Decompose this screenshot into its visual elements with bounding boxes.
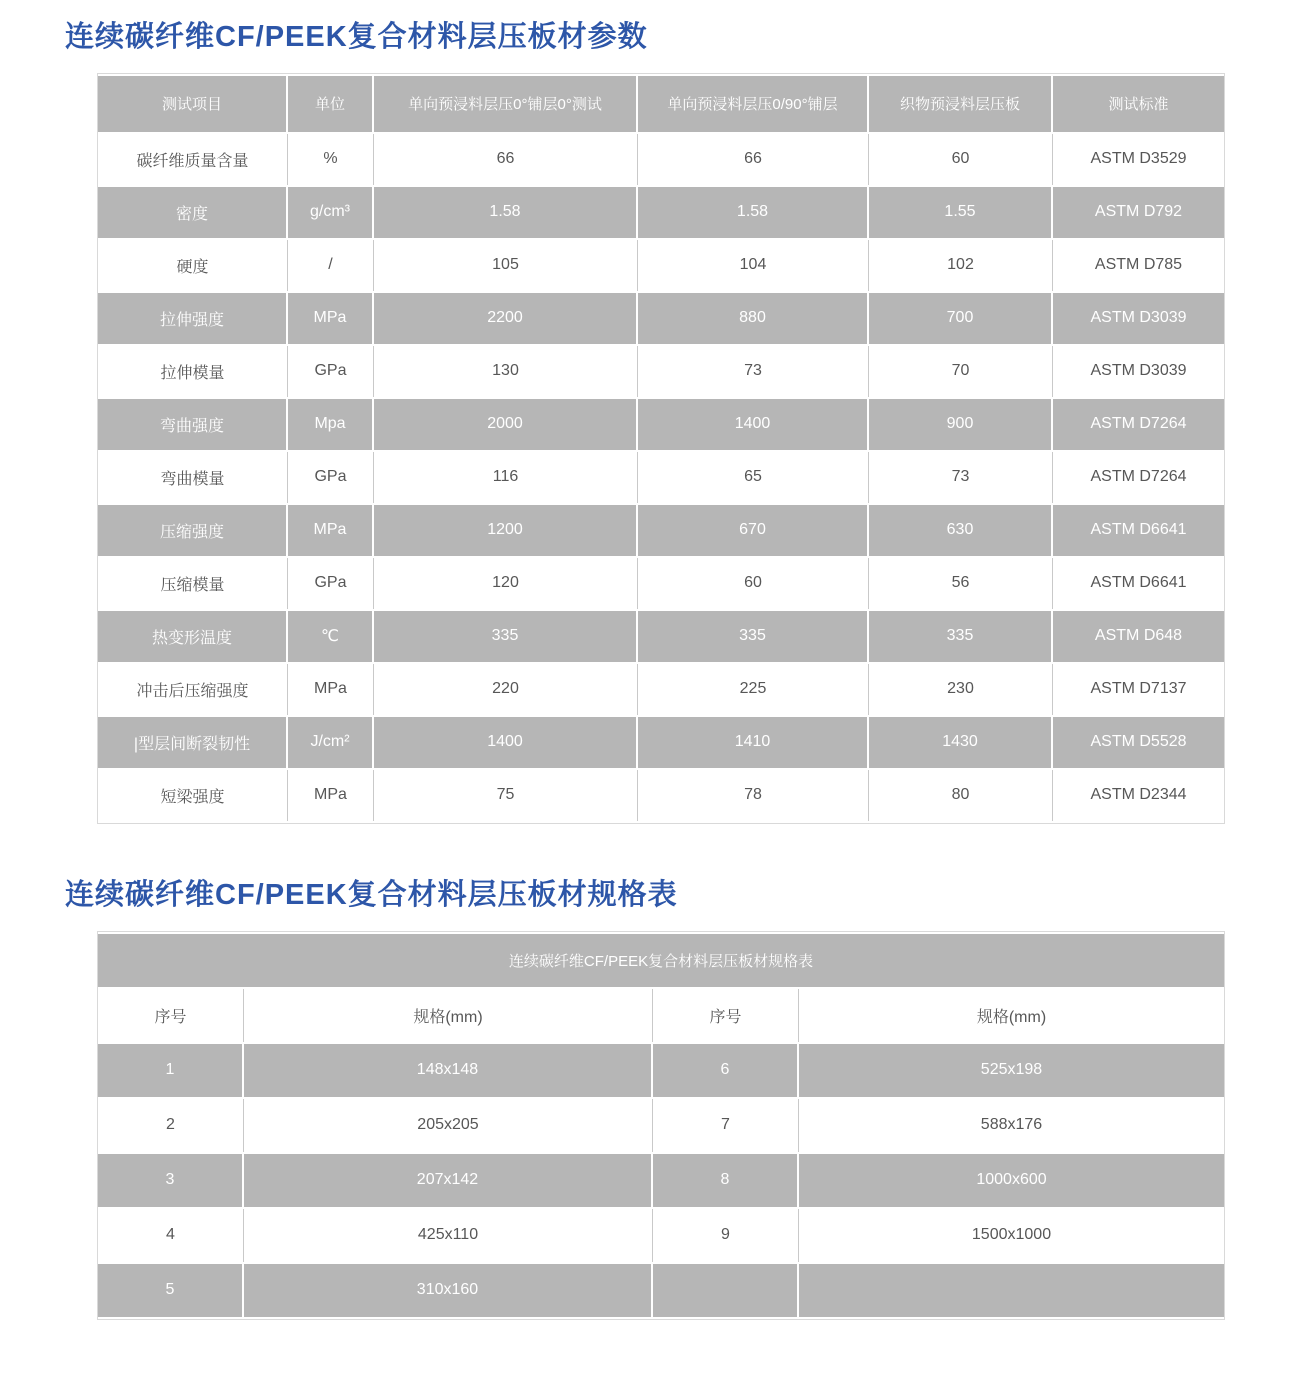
table-cell: 1400 <box>638 399 869 450</box>
table-row <box>98 505 1224 556</box>
table-cell: 60 <box>869 134 1053 185</box>
table-row <box>98 664 1224 715</box>
table-cell: 2200 <box>374 293 638 344</box>
table-cell: 碳纤维质量含量 <box>98 134 288 185</box>
table-cell: 425x110 <box>244 1209 653 1262</box>
table-cell: 1.58 <box>374 187 638 238</box>
column-header-standard: 测试标准 <box>1053 76 1224 132</box>
table-cell: 525x198 <box>799 1044 1224 1097</box>
table-row <box>98 1154 1224 1207</box>
table-cell: 3 <box>98 1154 244 1207</box>
table-cell: GPa <box>288 558 374 609</box>
table-cell: ASTM D2344 <box>1053 770 1224 821</box>
table-cell: 1.55 <box>869 187 1053 238</box>
table-cell: 2000 <box>374 399 638 450</box>
table-cell: 880 <box>638 293 869 344</box>
table-row <box>98 1264 1224 1317</box>
table-cell: ASTM D6641 <box>1053 505 1224 556</box>
table-cell: 8 <box>653 1154 799 1207</box>
spec-table-title: 连续碳纤维CF/PEEK复合材料层压板材规格表 <box>65 878 678 911</box>
table-cell: 104 <box>638 240 869 291</box>
table-cell: 335 <box>374 611 638 662</box>
table-cell: 1500x1000 <box>799 1209 1224 1262</box>
table-cell: ASTM D7137 <box>1053 664 1224 715</box>
table-cell: MPa <box>288 505 374 556</box>
table-cell: ℃ <box>288 611 374 662</box>
table-cell: 6 <box>653 1044 799 1097</box>
table-cell: 220 <box>374 664 638 715</box>
column-header-index-1: 序号 <box>98 989 244 1042</box>
table-cell: 1.58 <box>638 187 869 238</box>
table-cell: 弯曲强度 <box>98 399 288 450</box>
spec-table <box>97 931 1225 1320</box>
table-cell: ASTM D5528 <box>1053 717 1224 768</box>
params-table-title: 连续碳纤维CF/PEEK复合材料层压板材参数 <box>65 21 648 53</box>
column-header-test-item: 测试项目 <box>98 76 288 132</box>
table-cell: 1 <box>98 1044 244 1097</box>
table-cell: 9 <box>653 1209 799 1262</box>
table-row <box>98 1209 1224 1262</box>
table-cell: 116 <box>374 452 638 503</box>
table-cell: 压缩模量 <box>98 558 288 609</box>
table-cell: 7 <box>653 1099 799 1152</box>
table-cell: Mpa <box>288 399 374 450</box>
table-cell: 1430 <box>869 717 1053 768</box>
table-cell: 73 <box>869 452 1053 503</box>
table-row <box>98 558 1224 609</box>
table-cell: GPa <box>288 452 374 503</box>
table-cell: MPa <box>288 293 374 344</box>
table-cell: 120 <box>374 558 638 609</box>
table-cell: 630 <box>869 505 1053 556</box>
spec-span-header-row <box>98 934 1224 987</box>
table-cell: ASTM D648 <box>1053 611 1224 662</box>
spec-column-header-row <box>98 989 1224 1042</box>
table-row <box>98 452 1224 503</box>
table-cell: 75 <box>374 770 638 821</box>
table-cell: 压缩强度 <box>98 505 288 556</box>
table-row <box>98 346 1224 397</box>
table-cell: 1000x600 <box>799 1154 1224 1207</box>
table-cell: ASTM D3529 <box>1053 134 1224 185</box>
table-cell: 130 <box>374 346 638 397</box>
table-cell: 60 <box>638 558 869 609</box>
table-row <box>98 293 1224 344</box>
table-cell: ASTM D785 <box>1053 240 1224 291</box>
column-header-size-2: 规格(mm) <box>799 989 1224 1042</box>
table-cell <box>799 1264 1224 1317</box>
table-cell: MPa <box>288 770 374 821</box>
column-header-fabric: 织物预浸料层压板 <box>869 76 1053 132</box>
table-cell: 310x160 <box>244 1264 653 1317</box>
table-row <box>98 1099 1224 1152</box>
table-cell: 80 <box>869 770 1053 821</box>
table-cell: 588x176 <box>799 1099 1224 1152</box>
table-cell: 335 <box>638 611 869 662</box>
table-cell: MPa <box>288 664 374 715</box>
column-header-size-1: 规格(mm) <box>244 989 653 1042</box>
table-row <box>98 770 1224 821</box>
table-cell: 短梁强度 <box>98 770 288 821</box>
table-cell: ASTM D7264 <box>1053 452 1224 503</box>
table-cell: 66 <box>374 134 638 185</box>
table-cell: 密度 <box>98 187 288 238</box>
table-cell: 1410 <box>638 717 869 768</box>
table-cell: 拉伸强度 <box>98 293 288 344</box>
table-cell: 65 <box>638 452 869 503</box>
table-cell: ASTM D3039 <box>1053 346 1224 397</box>
params-table <box>97 73 1225 824</box>
table-cell: 207x142 <box>244 1154 653 1207</box>
table-cell: 硬度 <box>98 240 288 291</box>
table-cell <box>653 1264 799 1317</box>
table-cell: 弯曲模量 <box>98 452 288 503</box>
table-row <box>98 1044 1224 1097</box>
table-row <box>98 399 1224 450</box>
table-cell: 205x205 <box>244 1099 653 1152</box>
table-cell: |型层间断裂韧性 <box>98 717 288 768</box>
table-cell: 4 <box>98 1209 244 1262</box>
table-cell: 热变形温度 <box>98 611 288 662</box>
table-cell: 56 <box>869 558 1053 609</box>
column-header-ud-0-90: 单向预浸料层压0/90°铺层 <box>638 76 869 132</box>
table-cell: 700 <box>869 293 1053 344</box>
table-cell: 230 <box>869 664 1053 715</box>
table-cell: 225 <box>638 664 869 715</box>
table-cell: / <box>288 240 374 291</box>
table-cell: 1400 <box>374 717 638 768</box>
table-cell: 73 <box>638 346 869 397</box>
table-cell: 5 <box>98 1264 244 1317</box>
table-cell: ASTM D7264 <box>1053 399 1224 450</box>
table-cell: 拉伸模量 <box>98 346 288 397</box>
table-cell: J/cm² <box>288 717 374 768</box>
table-cell: 70 <box>869 346 1053 397</box>
table-row <box>98 240 1224 291</box>
column-header-index-2: 序号 <box>653 989 799 1042</box>
table-cell: 78 <box>638 770 869 821</box>
table-cell: 900 <box>869 399 1053 450</box>
table-row <box>98 611 1224 662</box>
table-cell: ASTM D792 <box>1053 187 1224 238</box>
table-cell: 冲击后压缩强度 <box>98 664 288 715</box>
table-cell: 148x148 <box>244 1044 653 1097</box>
table-row <box>98 187 1224 238</box>
table-cell: ASTM D3039 <box>1053 293 1224 344</box>
table-cell: GPa <box>288 346 374 397</box>
params-header-row <box>98 76 1224 132</box>
table-cell: 105 <box>374 240 638 291</box>
table-row <box>98 717 1224 768</box>
table-row <box>98 134 1224 185</box>
table-cell: 335 <box>869 611 1053 662</box>
spec-span-header: 连续碳纤维CF/PEEK复合材料层压板材规格表 <box>98 934 1224 987</box>
table-cell: 66 <box>638 134 869 185</box>
column-header-unit: 单位 <box>288 76 374 132</box>
column-header-ud-0: 单向预浸料层压0°铺层0°测试 <box>374 76 638 132</box>
table-cell: 2 <box>98 1099 244 1152</box>
table-cell: 102 <box>869 240 1053 291</box>
table-cell: 670 <box>638 505 869 556</box>
table-cell: % <box>288 134 374 185</box>
table-cell: ASTM D6641 <box>1053 558 1224 609</box>
table-cell: g/cm³ <box>288 187 374 238</box>
table-cell: 1200 <box>374 505 638 556</box>
